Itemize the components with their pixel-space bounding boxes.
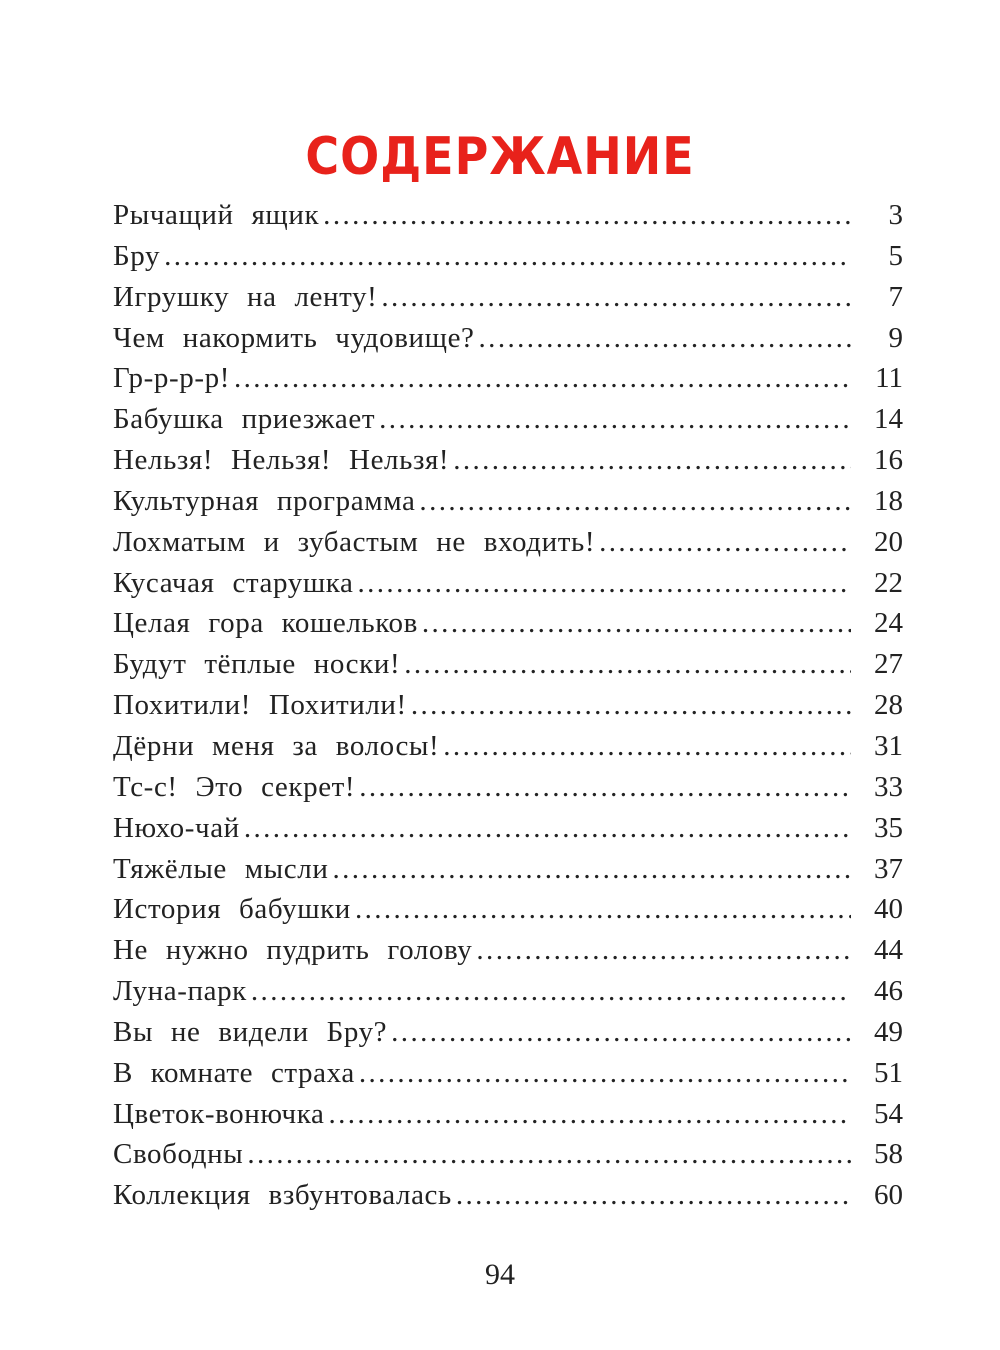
toc-entry-page: 9: [888, 321, 903, 354]
toc-entry: [113, 808, 903, 849]
toc-entry: [113, 685, 903, 726]
toc-leader-dots: [357, 563, 851, 604]
toc-entry-page: 27: [874, 648, 903, 681]
toc-entry-page: 3: [888, 199, 903, 231]
toc-entry-title: Бру: [113, 239, 161, 272]
toc-entry-title: Луна-парк: [113, 975, 247, 1008]
toc-entry-page: 14: [874, 403, 903, 436]
toc-entry-title: Кусачая старушка: [113, 566, 354, 599]
toc-entry-page: 44: [874, 934, 903, 967]
toc-entry: [113, 1175, 903, 1216]
toc-leader-dots: [443, 726, 851, 767]
toc-entry-title: Бабушка приезжает: [113, 403, 376, 436]
toc-entry: [113, 603, 903, 644]
toc-leader-dots: [404, 644, 851, 685]
toc-entry-page: 16: [874, 444, 903, 477]
toc-leader-dots: [476, 930, 851, 971]
toc-entry-title: Дёрни меня за волосы!: [113, 729, 440, 762]
toc-leader-dots: [359, 767, 851, 808]
toc-entry: [113, 930, 903, 971]
toc-leader-dots: [411, 685, 851, 726]
toc-entry: [113, 644, 903, 685]
toc-leader-dots: [479, 318, 851, 359]
toc-entry-title: Будут тёплые носки!: [113, 648, 401, 681]
toc-entry-title: Коллекция взбунтовалась: [113, 1179, 452, 1212]
toc-entry-page: 51: [874, 1056, 903, 1089]
toc-entry: [113, 277, 903, 318]
toc-entry-title: Чем накормить чудовище?: [113, 321, 475, 354]
toc-entry-page: 22: [874, 566, 903, 599]
toc-entry-page: 60: [874, 1179, 903, 1212]
toc-entry-title: Тяжёлые мысли: [113, 852, 329, 885]
toc-entry-title: Рычащий ящик: [113, 199, 320, 231]
toc-entry-page: 58: [874, 1138, 903, 1171]
toc-entry-title: Игрушку на ленту!: [113, 280, 378, 313]
toc-entry-page: 20: [874, 525, 903, 558]
toc-entry: [113, 971, 903, 1012]
toc-entry: [113, 889, 903, 930]
toc-entry: [113, 481, 903, 522]
toc-entry-page: 28: [874, 689, 903, 722]
toc-entry: [113, 522, 903, 563]
toc-leader-dots: [164, 236, 851, 277]
toc-entry: [113, 767, 903, 808]
toc-entry: [113, 236, 903, 277]
toc-entry-title: Тс-с! Это секрет!: [113, 770, 356, 803]
page-number: 94: [485, 1258, 515, 1291]
toc-entry-page: 18: [874, 484, 903, 517]
page-title: СОДЕРЖАНИЕ: [305, 125, 695, 187]
toc-entry-page: 11: [875, 362, 903, 395]
toc-entry-page: 7: [888, 280, 903, 313]
toc-leader-dots: [599, 522, 851, 563]
toc-leader-dots: [251, 971, 851, 1012]
toc-entry-page: 35: [874, 811, 903, 844]
toc-entry-title: Гр-р-р-р!: [113, 362, 230, 395]
toc-entry-page: 49: [874, 1015, 903, 1048]
toc-entry-title: Не нужно пудрить голову: [113, 934, 473, 967]
toc-entry-title: Культурная программа: [113, 484, 416, 517]
toc-leader-dots: [391, 1012, 851, 1053]
toc-leader-dots: [456, 1175, 851, 1216]
toc-entry-page: 54: [874, 1097, 903, 1130]
toc-entry-page: 33: [874, 770, 903, 803]
toc-entry-title: Свободны: [113, 1138, 244, 1171]
toc-entry-title: Цветок-вонючка: [113, 1097, 325, 1130]
toc-leader-dots: [453, 440, 851, 481]
toc-entry-title: Похитили! Похитили!: [113, 689, 407, 722]
toc-entry: [113, 849, 903, 890]
toc-entry: [113, 399, 903, 440]
toc-entry-title: Лохматым и зубастым не входить!: [113, 525, 596, 558]
toc-leader-dots: [332, 849, 851, 890]
toc-entry-page: 40: [874, 893, 903, 926]
toc-leader-dots: [234, 358, 851, 399]
toc-entry: [113, 1094, 903, 1135]
toc-entry-page: 31: [874, 729, 903, 762]
toc-leader-dots: [323, 195, 851, 236]
toc-entry-title: Нельзя! Нельзя! Нельзя!: [113, 444, 450, 477]
toc-leader-dots: [381, 277, 851, 318]
toc-entry-page: 37: [874, 852, 903, 885]
toc-entry: [113, 440, 903, 481]
toc-leader-dots: [379, 399, 851, 440]
toc-entry: [113, 358, 903, 399]
toc-entry-title: Вы не видели Бру?: [113, 1015, 388, 1048]
toc-leader-dots: [328, 1094, 851, 1135]
toc-entry-title: История бабушки: [113, 893, 351, 926]
toc-entry: [113, 1134, 903, 1175]
toc-leader-dots: [244, 808, 851, 849]
toc-entry: [113, 563, 903, 604]
toc-leader-dots: [359, 1053, 851, 1094]
toc-entry-page: 5: [888, 239, 903, 272]
toc-entry-page: 46: [874, 975, 903, 1008]
toc-entry: [113, 1053, 903, 1094]
toc-leader-dots: [422, 603, 851, 644]
toc-leader-dots: [355, 889, 851, 930]
toc-entry-title: Нюхо-чай: [113, 811, 240, 844]
toc-entry: [113, 726, 903, 767]
toc-entry-title: Целая гора кошельков: [113, 607, 418, 640]
toc-entry-title: В комнате страха: [113, 1056, 355, 1089]
toc-entry-page: 24: [874, 607, 903, 640]
toc-leader-dots: [247, 1134, 851, 1175]
toc-entry: [113, 1012, 903, 1053]
toc-leader-dots: [419, 481, 851, 522]
table-of-contents: [113, 195, 903, 1216]
toc-entry: [113, 195, 903, 236]
toc-entry: [113, 318, 903, 359]
